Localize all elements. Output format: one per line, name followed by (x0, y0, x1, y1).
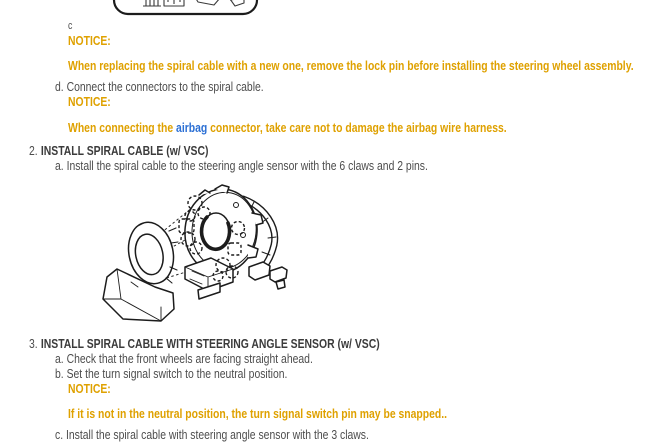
warning-neutral-position: If it is not in the neutral position, the turn signal switch pin may be snapped.. (68, 406, 448, 421)
warning-airbag-after: connector, take care not to damage the airbag wire harness. (207, 120, 507, 135)
partial-steering-column-illustration (112, 0, 259, 17)
section-3-step-c: c. Install the spiral cable with steering angle sensor with the 3 claws. (55, 427, 369, 442)
section-2-number: 2. (29, 143, 38, 158)
partial-figure (112, 0, 259, 17)
section-3-step-b: b. Set the turn signal switch to the neutral position. (55, 366, 288, 381)
warning-airbag-before: When connecting the (68, 120, 177, 135)
notice-label: NOTICE: (68, 94, 111, 109)
warning-lock-pin: When replacing the spiral cable with a new one, remove the lock pin before installing the steering wheel assembly. (68, 58, 634, 73)
steering-angle-sensor-drawing (103, 218, 179, 321)
spiral-cable-diagram (95, 183, 315, 323)
step-c-label: c (68, 20, 73, 32)
section-3-step-a: a. Check that the front wheels are facing straight ahead. (55, 351, 313, 366)
notice-label: NOTICE: (68, 33, 111, 48)
section-2-step-a: a. Install the spiral cable to the steering angle sensor with the 6 claws and 2 pins. (55, 158, 428, 173)
airbag-link[interactable]: airbag (176, 120, 208, 135)
warning-airbag (68, 120, 534, 135)
notice-label: NOTICE: (68, 381, 111, 396)
step-d: d. Connect the connectors to the spiral cable. (55, 79, 264, 94)
section-2-heading (29, 143, 526, 158)
main-figure (95, 183, 315, 323)
section-3-number: 3. (29, 336, 38, 351)
section-2-title: INSTALL SPIRAL CABLE (w/ VSC) (40, 143, 209, 158)
section-3-title: INSTALL SPIRAL CABLE WITH STEERING ANGLE SENSOR (w/ VSC) (40, 336, 380, 351)
section-3-heading (29, 336, 526, 351)
